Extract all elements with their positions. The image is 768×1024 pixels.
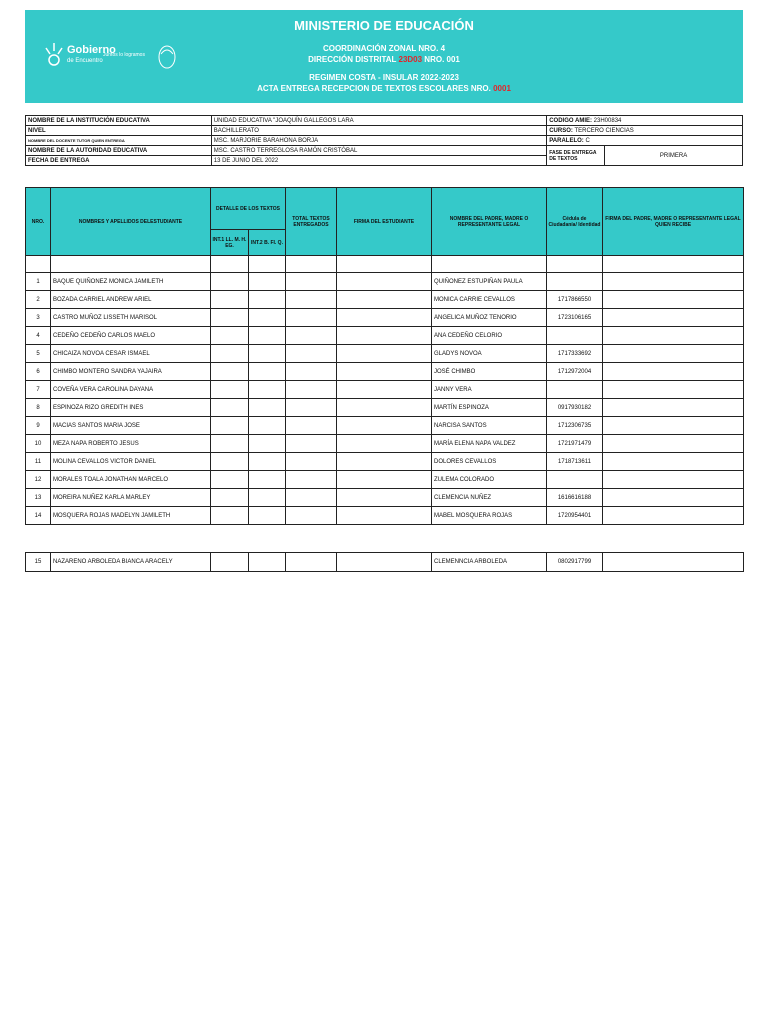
col-parent-sign: FIRMA DEL PADRE, MADRE O REPRESENTANTE LEGAL QUIEN RECIBE xyxy=(603,188,744,256)
district-prefix: DIRECCIÓN DISTRITAL xyxy=(308,55,399,64)
table-row: 12 MORALES TOALA JONATHAN MARCELO ZULEMA COLORADO xyxy=(26,471,744,489)
spacer-row xyxy=(26,256,744,273)
parallel-cell xyxy=(547,136,743,146)
col-id: Cédula de Ciudadanía/ Identidad xyxy=(547,188,603,256)
tutor-value: MSC. MARJORIE BARAHONA BORJA xyxy=(211,136,546,146)
date-value: 13 DE JUNIO DEL 2022 xyxy=(211,156,546,166)
institution-label: NOMBRE DE LA INSTITUCIÓN EDUCATIVA xyxy=(26,116,212,126)
regime: REGIMEN COSTA - INSULAR 2022-2023 xyxy=(309,73,459,82)
district-code: 23D03 xyxy=(398,55,423,64)
info-table xyxy=(25,115,743,166)
table-row: 9 MACIAS SANTOS MARIA JOSE NARCISA SANTOS 1712306735 xyxy=(26,417,744,435)
phase-label: FASE DE ENTREGA DE TEXTOS xyxy=(547,146,605,166)
parallel-label: PARALELO: xyxy=(549,137,584,144)
table-row: 8 ESPINOZA RIZO GREDITH INES MARTÍN ESPINOZA 0917930182 xyxy=(26,399,744,417)
date-label: FECHA DE ENTREGA xyxy=(26,156,212,166)
authority-value: MSC. CASTRO TERREGLOSA RAMÓN CRISTÓBAL xyxy=(211,146,546,156)
table-row: 6 CHIMBO MONTERO SANDRA YAJAIRA JOSÉ CHIMBO 1712972004 xyxy=(26,363,744,381)
table-row: 14 MOSQUERA ROJAS MADELYN JAMILETH MABEL MOSQUERA ROJAS 1720954401 xyxy=(26,507,744,525)
act-line xyxy=(25,84,743,93)
logo-word: Gobierno xyxy=(67,44,116,56)
district-line xyxy=(25,55,743,64)
amie-cell xyxy=(547,116,743,126)
col-parent: NOMBRE DEL PADRE, MADRE O REPRESENTANTE LEGAL xyxy=(432,188,547,256)
logo-right: Juntos lo logramos xyxy=(103,52,145,58)
students-table xyxy=(25,187,744,525)
table-row: 3 CASTRO MUÑOZ LISSETH MARISOL ANGELICA MUÑOZ TENORIO 1723106165 xyxy=(26,309,744,327)
header-banner xyxy=(25,10,743,103)
course-value: TERCERO CIENCIAS xyxy=(574,127,634,134)
phase-value: PRIMERA xyxy=(605,146,743,166)
extra-table xyxy=(25,552,744,572)
institution-value: UNIDAD EDUCATIVA "JOAQUÍN GALLEGOS LARA xyxy=(211,116,546,126)
parallel-value: C xyxy=(585,137,590,144)
tutor-label: NOMBRE DEL DOCENTE TUTOR QUIEN ENTREGA xyxy=(26,136,212,146)
course-cell xyxy=(547,126,743,136)
table-row: 15 NAZARENO ARBOLEDA BIANCA ARACELY CLEMENNCIA ARBOLEDA 0802917799 xyxy=(26,553,744,572)
col-total: TOTAL TEXTOS ENTREGADOS xyxy=(286,188,337,256)
amie-label: CODIGO AMIE: xyxy=(549,117,592,124)
table-row: 10 MEZA NAPA ROBERTO JESUS MARÍA ELENA NAPA VALDEZ 1721971479 xyxy=(26,435,744,453)
table-row: 7 COVEÑA VERA CAROLINA DAYANA JANNY VERA xyxy=(26,381,744,399)
level-value: BACHILLERATO xyxy=(211,126,546,136)
amie-value: 23H00834 xyxy=(593,117,622,124)
course-label: CURSO: xyxy=(549,127,573,134)
col-int2: INT.2 B. FI. Q. xyxy=(249,230,286,256)
table-row: 13 MOREIRA NUÑEZ KARLA MARLEY CLEMENCIA NUÑEZ 1616616188 xyxy=(26,489,744,507)
logo-sub: de Encuentro xyxy=(67,58,103,64)
table-row: 2 BOZADA CARRIEL ANDREW ARIEL MONICA CARRIE CEVALLOS 1717866550 xyxy=(26,291,744,309)
table-row: 1 BAQUE QUIÑONEZ MONICA JAMILETH QUIÑONEZ ESTUPIÑAN PAULA xyxy=(26,273,744,291)
page-title: MINISTERIO DE EDUCACIÓN xyxy=(294,18,474,33)
table-row: 4 CEDEÑO CEDEÑO CARLOS MAELO ANA CEDEÑO CELORIO xyxy=(26,327,744,345)
col-student: NOMBRES Y APELLIDOS DELESTUDIANTE xyxy=(51,188,211,256)
authority-label: NOMBRE DE LA AUTORIDAD EDUCATIVA xyxy=(26,146,212,156)
act-prefix: ACTA ENTREGA RECEPCION DE TEXTOS ESCOLARES NRO. xyxy=(257,84,494,93)
table-row: 5 CHICAIZA NOVOA CESAR ISMAEL GLADYS NOVOA 1717333692 xyxy=(26,345,744,363)
col-texts: DETALLE DE LOS TEXTOS xyxy=(211,188,286,230)
col-student-sign: FIRMA DEL ESTUDIANTE xyxy=(337,188,432,256)
col-int1: INT.1 LL. M. H. EG. xyxy=(211,230,249,256)
act-number: 0001 xyxy=(493,84,511,93)
district-suffix: NRO. 001 xyxy=(422,55,460,64)
col-num: NRO. xyxy=(26,188,51,256)
level-label: NIVEL xyxy=(26,126,212,136)
coordination: COORDINACIÓN ZONAL NRO. 4 xyxy=(322,44,446,53)
table-row: 11 MOLINA CEVALLOS VICTOR DANIEL DOLORES CEVALLOS 1718713611 xyxy=(26,453,744,471)
